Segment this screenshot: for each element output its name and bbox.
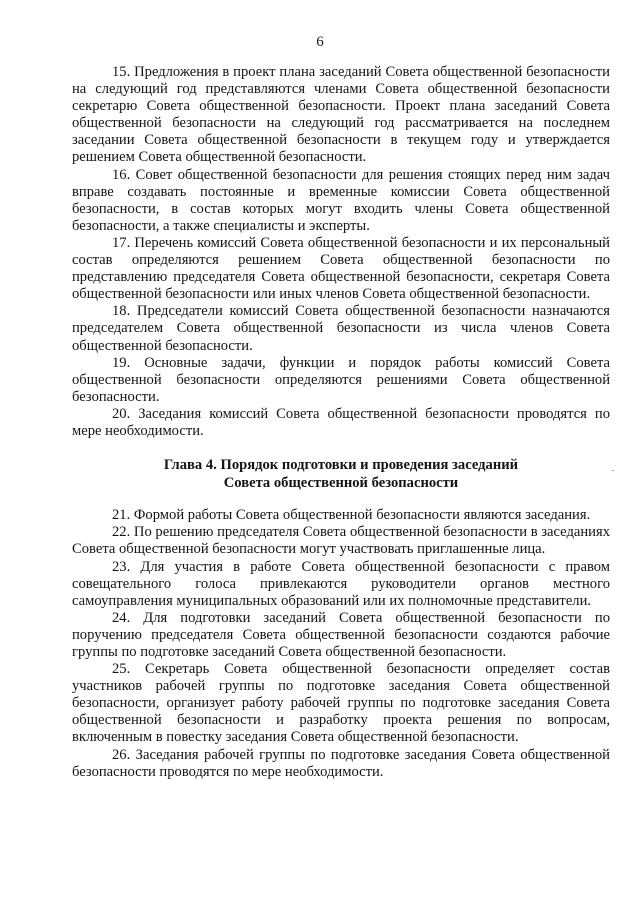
paragraph-22: 22. По решению председателя Совета общественной безопасности в заседаниях Совета общественной безопасности могут участвовать приглашенные лица. (72, 524, 610, 558)
document-body (72, 64, 610, 781)
spacer (72, 492, 610, 507)
paragraph-17: 17. Перечень комиссий Совета общественной безопасности и их персональный состав определяются решением Совета общественной безопасности по представлению председателя Совета общественной безопасности, секретаря Совета общественной безопасности или иных членов Совета общественной безопасности. (72, 234, 610, 303)
chapter-title-line-1: Глава 4. Порядок подготовки и проведения заседаний (163, 457, 519, 474)
paragraph-15: 15. Предложения в проект плана заседаний Совета общественной безопасности на следующий год представляются членами Совета общественной безопасности секретарю Совета общественной безопасности. Проект плана заседаний Совета общественной безопасности на следующий год рассматривается на последнем заседании Совета общественной безопасности в текущем году и утверждается решением Совета общественной безопасности. (72, 64, 610, 166)
paragraph-21: 21. Формой работы Совета общественной безопасности являются заседания. (112, 507, 591, 524)
paragraph-18: 18. Председатели комиссий Совета общественной безопасности назначаются председателем Совета общественной безопасности из числа членов Совета общественной безопасности. (72, 303, 610, 354)
page-number: 6 (316, 34, 324, 50)
paragraph-23: 23. Для участия в работе Совета общественной безопасности с правом совещательного голоса привлекаются руководители органов местного самоуправления муниципальных образований или их полномочные представители. (72, 558, 610, 609)
scan-speck (612, 470, 614, 471)
paragraph-24: 24. Для подготовки заседаний Совета общественной безопасности по поручению председателя Совета общественной безопасности создаются рабочие группы по подготовке заседаний Совета общественной безопасности. (72, 609, 610, 660)
chapter-title-line-2: Совета общественной безопасности (223, 474, 459, 491)
paragraph-26: 26. Заседания рабочей группы по подготовке заседания Совета общественной безопасности проводятся по мере необходимости. (72, 746, 610, 780)
paragraph-20: 20. Заседания комиссий Совета общественной безопасности проводятся по мере необходимости. (72, 405, 610, 439)
chapter-heading (72, 457, 610, 492)
paragraph-16: 16. Совет общественной безопасности для решения стоящих перед ним задач вправе создавать постоянные и временные комиссии Совета общественной безопасности, в состав которых могут входить члены Совета общественной безопасности, а также специалисты и эксперты. (72, 166, 610, 234)
paragraph-19: 19. Основные задачи, функции и порядок работы комиссий Совета общественной безопасности определяются решениями Совета общественной безопасности. (72, 354, 610, 405)
paragraph-25: 25. Секретарь Совета общественной безопасности определяет состав участников рабочей группы по подготовке заседания Совета общественной безопасности, организует работу рабочей группы по подготовке заседания Совета общественной безопасности и разработку проекта решения по вопросам, включенным в повестку заседания Совета общественной безопасности. (72, 661, 610, 746)
spacer (72, 440, 610, 457)
